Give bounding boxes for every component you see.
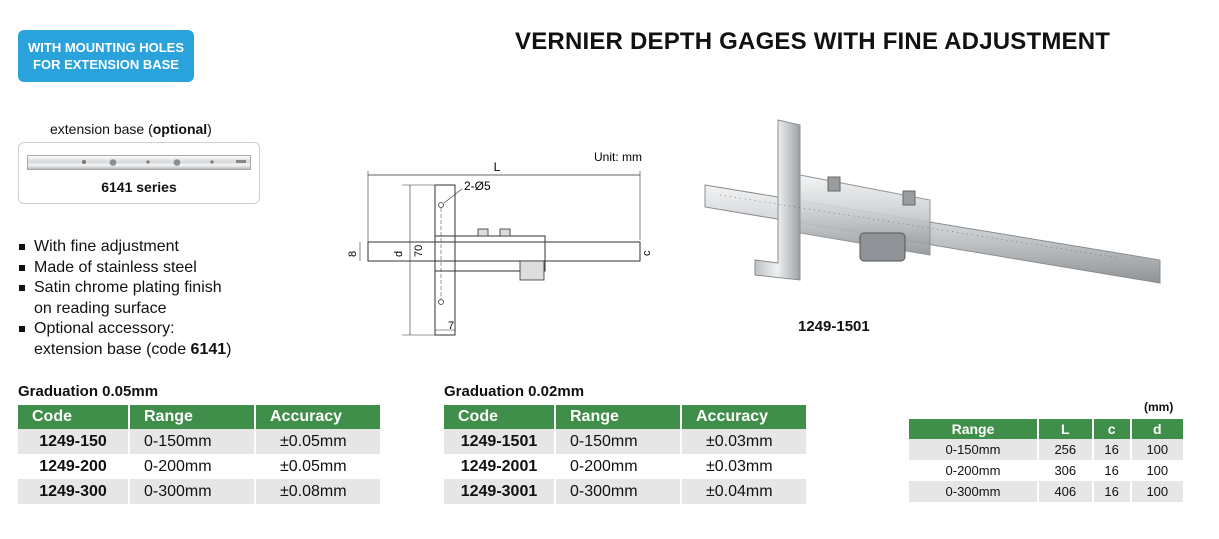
depth-gauge-photo [700,115,1170,315]
dimensions-unit: (mm) [1144,400,1174,414]
table-row [18,429,380,454]
c-cell: 16 [1093,439,1131,460]
mounting-holes-badge [18,30,194,82]
holes-label: 2-Ø5 [464,179,491,193]
d-cell: 100 [1131,439,1183,460]
table-row [444,479,806,504]
range-cell: 0-300mm [129,479,255,504]
extension-base-label [50,121,212,137]
code-cell: 1249-2001 [444,454,555,479]
spec-table-005 [18,405,380,504]
dimension-L: L [493,160,501,174]
feature-item [18,278,231,319]
accuracy-cell: ±0.08mm [255,479,380,504]
table-row [444,429,806,454]
accuracy-cell: ±0.05mm [255,429,380,454]
accuracy-cell: ±0.03mm [681,429,806,454]
extension-label-prefix: extension base ( [50,121,153,137]
column-header: Range [555,405,681,429]
code-cell: 1249-300 [18,479,129,504]
table-row [444,454,806,479]
column-header: Accuracy [255,405,380,429]
range-cell: 0-200mm [555,454,681,479]
range-cell: 0-300mm [909,481,1038,502]
d-cell: 100 [1146,463,1169,478]
column-header: c [1093,419,1131,439]
feature-list [18,237,231,360]
range-cell: 0-150mm [129,429,255,454]
extension-base-holes [28,156,250,169]
c-cell: 16 [1093,460,1131,481]
column-header: Range [909,419,1038,439]
spec-table-002 [444,405,806,504]
table-header-row [909,419,1183,439]
extension-base-series: 6141 series [101,179,177,195]
feature-text: Satin chrome plating finish [34,279,222,296]
accuracy-cell: ±0.05mm [280,457,347,475]
L-cell: 406 [1038,481,1093,502]
extension-base-bar-image [27,155,251,170]
feature-close: ) [226,340,232,358]
table-header-row [444,405,806,429]
table-row [18,454,380,479]
dimension-d: d [393,250,405,257]
extension-label-suffix: ) [207,121,212,137]
d-cell: 100 [1131,481,1183,502]
feature-text: Optional accessory: [34,320,175,337]
dimension-8: 8 [347,250,359,257]
badge-line-2: FOR EXTENSION BASE [33,57,179,72]
feature-code: 6141 [190,340,227,358]
column-header: L [1038,419,1093,439]
column-header: d [1131,419,1183,439]
column-header: Accuracy [681,405,806,429]
feature-item [18,319,231,360]
code-cell: 1249-150 [18,429,129,454]
extension-label-optional: optional [152,121,208,137]
L-cell: 256 [1038,439,1093,460]
feature-item: Made of stainless steel [18,258,231,279]
dimension-70: 70 [413,244,425,257]
accuracy-cell: ±0.04mm [681,479,806,504]
extension-base-box [18,142,260,204]
table-row [909,481,1183,502]
feature-text-continued: extension base (code [34,340,191,358]
dimension-7: 7 [448,320,455,332]
column-header: Code [444,405,555,429]
feature-text-continued: on reading surface [34,299,167,317]
range-cell: 0-300mm [555,479,681,504]
c-cell: 16 [1093,481,1131,502]
dimensions-table [909,419,1183,502]
table-row [909,439,1183,460]
graduation-label-2: Graduation 0.02mm [444,383,585,400]
range-cell: 0-200mm [129,454,255,479]
accuracy-cell: ±0.03mm [706,457,773,475]
table-header-row [18,405,380,429]
feature-item: With fine adjustment [18,237,231,258]
L-cell: 306 [1038,460,1093,481]
table-row [909,460,1183,481]
range-cell: 0-200mm [909,460,1038,481]
photo-caption: 1249-1501 [798,318,870,335]
code-cell: 1249-1501 [444,429,555,454]
technical-drawing [340,145,680,345]
dimension-c: c [641,250,653,256]
code-cell: 1249-3001 [444,479,555,504]
unit-label: Unit: mm [594,150,642,164]
column-header: Code [18,405,129,429]
column-header: Range [129,405,255,429]
range-cell: 0-150mm [909,439,1038,460]
table-row [18,479,380,504]
code-cell: 1249-200 [18,454,129,479]
range-cell: 0-150mm [555,429,681,454]
page-title: VERNIER DEPTH GAGES WITH FINE ADJUSTMENT [515,28,1111,55]
badge-line-1: WITH MOUNTING HOLES [28,40,184,55]
graduation-label-1: Graduation 0.05mm [18,383,159,400]
